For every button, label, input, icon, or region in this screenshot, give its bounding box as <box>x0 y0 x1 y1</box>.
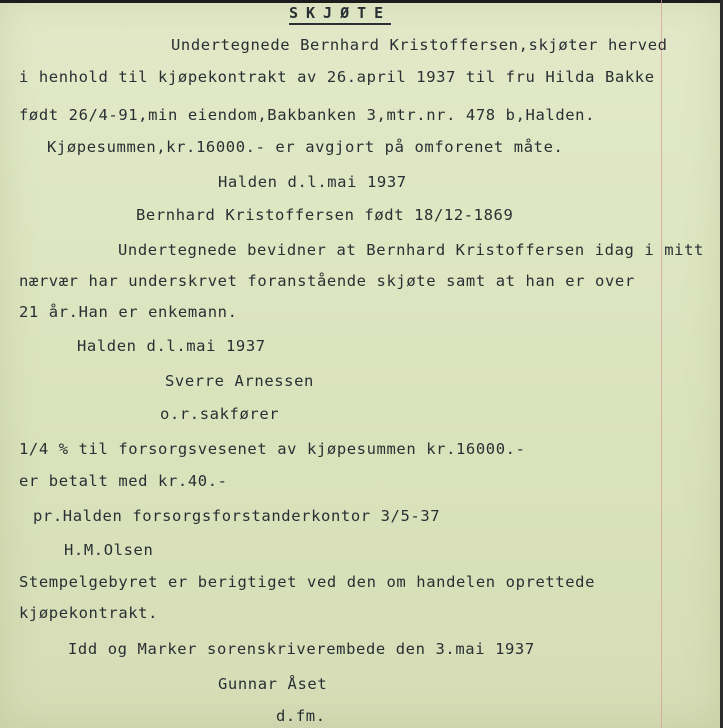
text-line: 1/4 % til forsorgsvesenet av kjøpesummen kr.16000.- <box>19 440 526 458</box>
text-line: 21 år.Han er enkemann. <box>19 303 238 321</box>
text-line: Halden d.l.mai 1937 <box>218 173 407 191</box>
margin-line <box>661 0 662 728</box>
text-line: Undertegnede Bernhard Kristoffersen,skjøter herved <box>171 36 668 54</box>
text-line: Undertegnede bevidner at Bernhard Kristoffersen idag i mitt <box>118 241 704 259</box>
text-line: nærvær har underskrvet foranstående skjøte samt at han er over <box>19 272 635 290</box>
text-line: i henhold til kjøpekontrakt av 26.april 1937 til fru Hilda Bakke <box>19 68 655 86</box>
text-line: Kjøpesummen,kr.16000.- er avgjort på omforenet måte. <box>47 138 564 156</box>
text-line: Stempelgebyret er berigtiget ved den om handelen oprettede <box>19 573 596 591</box>
text-line: kjøpekontrakt. <box>19 604 159 622</box>
text-line: Halden d.l.mai 1937 <box>77 337 266 355</box>
text-line: er betalt med kr.40.- <box>19 472 228 490</box>
text-line: d.fm. <box>276 707 326 725</box>
text-line: Sverre Arnessen <box>165 372 314 390</box>
text-line: Gunnar Åset <box>218 675 328 693</box>
text-line: født 26/4-91,min eiendom,Bakbanken 3,mtr.nr. 478 b,Halden. <box>19 106 596 124</box>
document-title: SKJØTE <box>289 4 391 25</box>
top-edge <box>0 0 723 3</box>
text-line: H.M.Olsen <box>64 541 154 559</box>
text-line: Bernhard Kristoffersen født 18/12-1869 <box>136 206 514 224</box>
text-line: Idd og Marker sorenskriverembede den 3.mai 1937 <box>68 640 535 658</box>
text-line: pr.Halden forsorgsforstanderkontor 3/5-37 <box>33 507 441 525</box>
text-line: o.r.sakfører <box>160 405 280 423</box>
